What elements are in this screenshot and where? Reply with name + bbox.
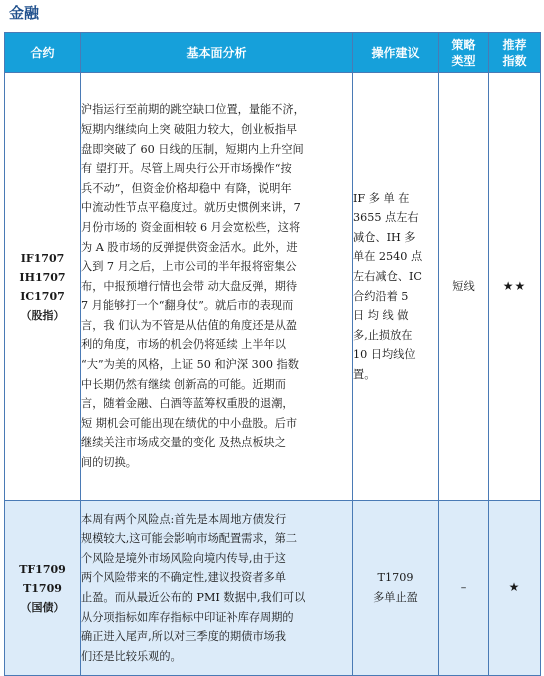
- analysis-line: 入到 7 月之后，上市公司的半年报将密集公: [81, 260, 297, 274]
- advice-line: 合约沿着 5: [353, 289, 409, 303]
- analysis-line: 规模较大,这可能会影响市场配置需求，第二: [81, 532, 298, 546]
- analysis-line: 两个风险带来的不确定性,建议投资者多单: [81, 571, 286, 585]
- analysis-line: 确正进入尾声,所以对三季度的期债市场我: [81, 630, 286, 644]
- advice-line: 日 均 线 做: [353, 309, 409, 323]
- header-recommend-index-line: 指数: [502, 53, 527, 68]
- header-recommend-index: [489, 33, 541, 73]
- analysis-line: 兵不动”，但资金价格却稳中 有降，说明年: [81, 181, 292, 195]
- contract-cell: [5, 73, 81, 501]
- analysis-line: 盘即突破了 60 日线的压制，短期内上升空间: [81, 142, 304, 156]
- advice-line: 10 日均线位: [353, 348, 416, 362]
- advice-line: 左右减仓、IC: [353, 269, 422, 283]
- header-strategy-type: [439, 33, 489, 73]
- analysis-line: 继续关注市场成交量的变化 及热点板块之: [81, 436, 286, 450]
- advice-cell: [353, 73, 439, 501]
- analysis-line: 中长期仍然有继续 创新高的可能。近期而: [81, 377, 286, 391]
- table-row-stock-index: [5, 73, 541, 501]
- contract-code: IF1707: [20, 251, 65, 265]
- analysis-line: “大”为美的风格，上证 50 和沪深 300 指数: [81, 358, 299, 372]
- header-recommend-index-line: 推荐: [502, 37, 527, 52]
- contract-cell: [5, 501, 81, 676]
- recommend-star-icon: ★★: [489, 73, 541, 501]
- analysis-line: 言，我 们认为不管是从估值的角度还是从盈: [81, 318, 298, 332]
- analysis-line: 沪指运行至前期的跳空缺口位置，量能不济，: [81, 103, 305, 117]
- analysis-line: 本周有两个风险点:首先是本周地方债发行: [81, 512, 287, 526]
- header-contract: 合约: [5, 33, 81, 73]
- analysis-line: 言，随着金融、白酒等蓝筹权重股的退潮，: [81, 397, 294, 411]
- advice-cell: [353, 501, 439, 676]
- header-strategy-type-line: 类型: [451, 53, 476, 68]
- header-analysis: 基本面分析: [81, 33, 353, 73]
- strategy-type-cell: 短线: [439, 73, 489, 501]
- header-advice: 操作建议: [353, 33, 439, 73]
- analysis-line: 个风险是境外市场风险向境内传导,由于这: [81, 551, 286, 565]
- advice-line: 减仓、IH 多: [353, 230, 416, 244]
- contract-code: IH1707: [19, 270, 66, 284]
- analysis-line: 短期内继续向上突 破阻力较大，创业板指早: [81, 122, 298, 136]
- advice-line: 多,止损放在: [353, 328, 413, 342]
- analysis-line: 为 A 股市场的反弹提供资金活水。此外，进: [81, 240, 298, 254]
- advice-line: 多单止盈: [373, 591, 418, 604]
- analysis-line: 中流动性节点平稳度过。就历史惯例来讲，7: [81, 201, 301, 215]
- analysis-cell: [81, 501, 353, 676]
- analysis-line: 月份市场的 资金面相较 6 月会宽松些，这将: [81, 220, 301, 234]
- table-header-row: [5, 33, 541, 73]
- contract-code: IC1707: [20, 289, 65, 303]
- strategy-type-cell: –: [439, 501, 489, 676]
- advice-line: 3655 点左右: [353, 211, 419, 225]
- contract-code: T1709: [23, 581, 62, 595]
- analysis-line: 们还是比较乐观的。: [81, 649, 182, 663]
- table-row-treasury-bond: [5, 501, 541, 676]
- analysis-line: 布，中报预增行情也会带 动大盘反弹，期待: [81, 279, 298, 293]
- analysis-line: 有 望打开。尽管上周央行公开市场操作“按: [81, 162, 292, 176]
- analysis-line: 间的切换。: [81, 456, 137, 470]
- analysis-line: 利的角度，市场的机会仍将延续 上半年以: [81, 338, 286, 352]
- analysis-cell: [81, 73, 353, 501]
- header-strategy-type-line: 策略: [451, 37, 476, 52]
- futures-strategy-table: [4, 32, 541, 676]
- contract-category: （股指）: [20, 308, 65, 322]
- contract-category: （国债）: [20, 600, 65, 614]
- advice-line: IF 多 单 在: [353, 191, 410, 205]
- analysis-line: 止盈。而从最近公布的 PMI 数据中,我们可以: [81, 591, 306, 604]
- analysis-line: 从分项指标如库存指标中印证补库存周期的: [81, 610, 294, 624]
- advice-line: 置。: [353, 367, 376, 381]
- recommend-star-icon: ★: [489, 501, 541, 676]
- section-title: 金融: [9, 4, 40, 22]
- contract-code: TF1709: [19, 562, 66, 576]
- analysis-line: 7 月能够打一个“翻身仗”。就后市的表现而: [81, 299, 294, 313]
- advice-line: 单在 2540 点: [353, 250, 423, 264]
- analysis-line: 短 期机会可能出现在绩优的中小盘股。后市: [81, 416, 298, 430]
- advice-line: T1709: [377, 571, 414, 585]
